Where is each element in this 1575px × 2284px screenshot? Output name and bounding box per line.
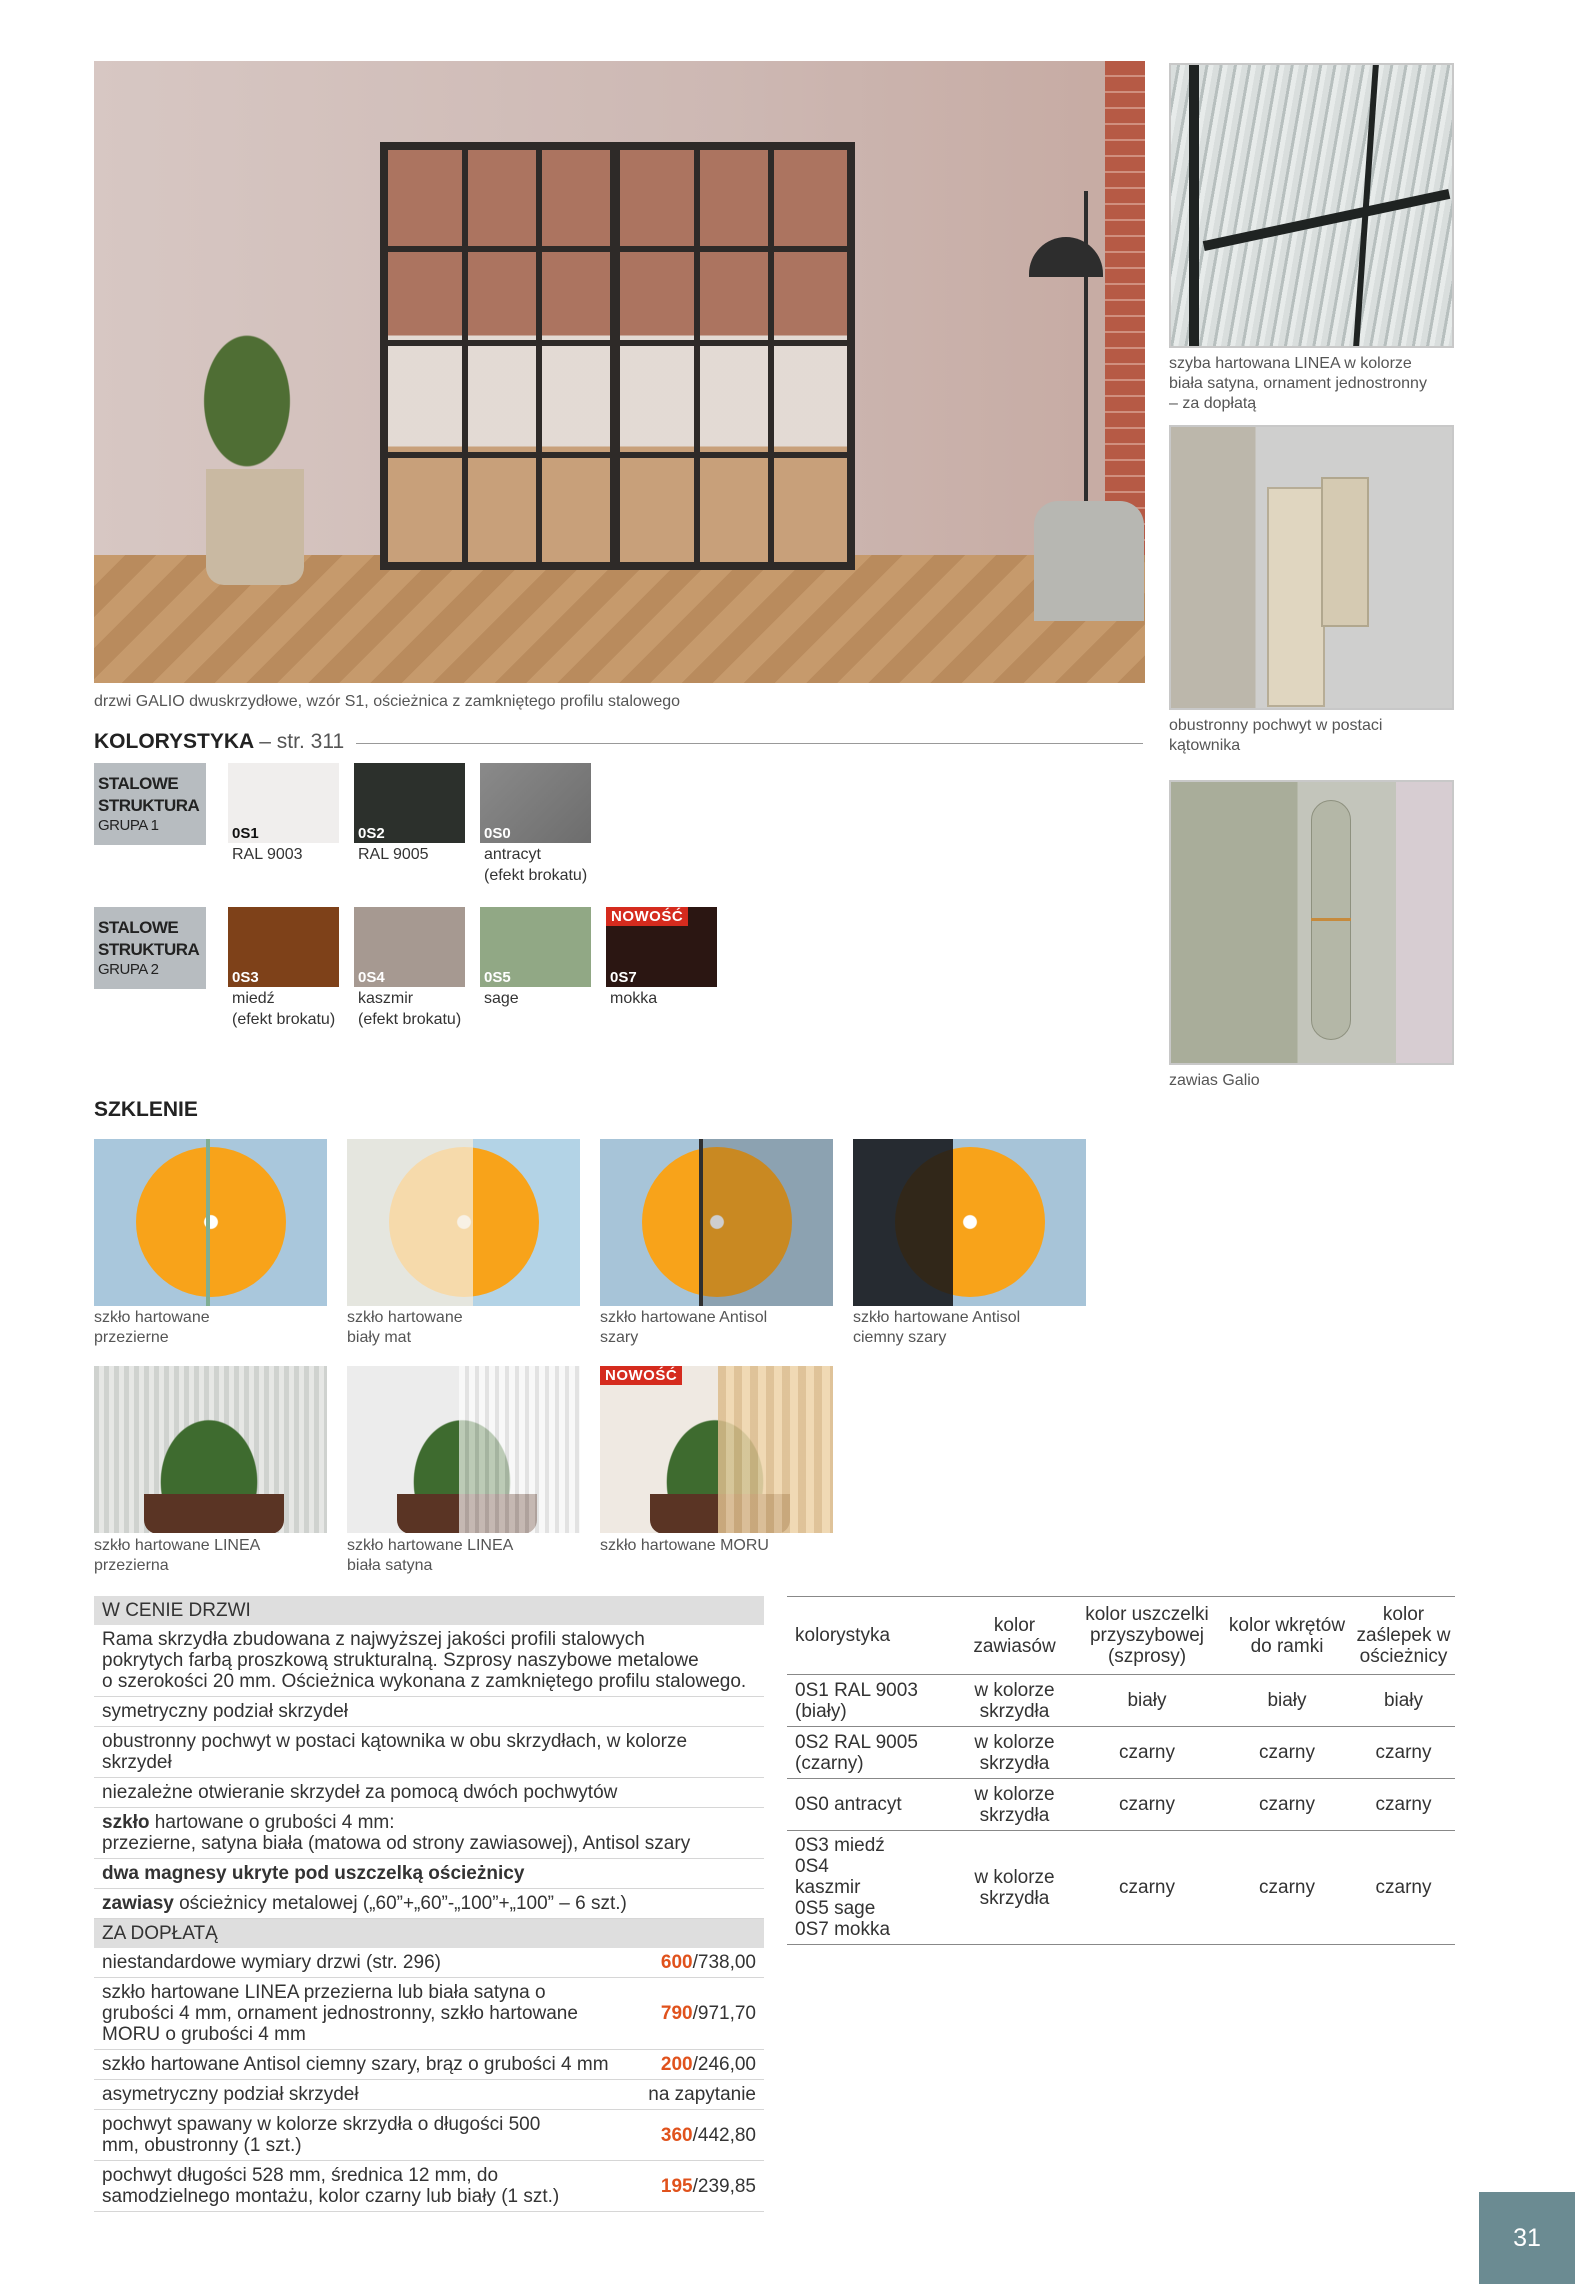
szklenie-heading: SZKLENIE — [94, 1098, 198, 1121]
table-row: 0S3 miedź 0S4 kaszmir 0S5 sage 0S7 mokka w kolorze skrzydła czarny czarny czarny — [787, 1831, 1455, 1945]
extra-row: szkło hartowane Antisol ciemny szary, brąz o grubości 4 mm 200/246,00 — [94, 2050, 764, 2080]
plant-decor — [172, 287, 322, 477]
handle-caption: obustronny pochwyt w postaci kątownika — [1169, 717, 1383, 754]
lamp-icon — [1029, 237, 1103, 277]
extra-row: pochwyt spawany w kolorze skrzydła o długości 500 mm, obustronny (1 szt.) 360/442,80 — [94, 2110, 764, 2161]
col-header: kolor zaślepek w ościeżnicy — [1352, 1597, 1455, 1675]
hero-caption: drzwi GALIO dwuskrzydłowe, wzór S1, ościeżnica z zamkniętego profilu stalowego — [94, 693, 681, 710]
glass-linea-caption: szyba hartowana LINEA w kolorze biała satyna, ornament jednostronny – za dopłatą — [1169, 355, 1427, 412]
extras-header: ZA DOPŁATĄ — [94, 1919, 764, 1948]
glass-linea-photo — [1169, 63, 1454, 348]
glass-linea-clear-photo — [94, 1366, 327, 1533]
col-header: kolor zawiasów — [957, 1597, 1072, 1675]
glass-antisol-grey-photo — [600, 1139, 833, 1306]
glass-antisol-grey-caption: szkło hartowane Antisol szary — [600, 1309, 768, 1346]
armchair — [1034, 501, 1144, 621]
swatch-0s4-label: kaszmir (efekt brokatu) — [358, 990, 462, 1028]
swatch-0s5-label: sage — [484, 990, 519, 1007]
swatch-0s0-label: antracyt (efekt brokatu) — [484, 846, 588, 884]
glass-white-mat-photo — [347, 1139, 580, 1306]
hinge-caption: zawias Galio — [1169, 1072, 1260, 1089]
feature-item: symetryczny podział skrzydeł — [94, 1697, 764, 1727]
group-2-label: STALOWE STRUKTURA GRUPA 2 — [94, 907, 206, 989]
swatch-0s2-label: RAL 9005 — [358, 846, 429, 863]
glass-white-mat-caption: szkło hartowane biały mat — [347, 1309, 463, 1346]
feature-glass: szkło hartowane o grubości 4 mm: przezierne, satyna biała (matowa od strony zawiasowej), Antisol szary — [94, 1808, 764, 1859]
brick-wall — [1105, 61, 1145, 555]
glass-clear-caption: szkło hartowane przezierne — [94, 1309, 210, 1346]
hero-photo — [94, 61, 1145, 683]
glass-linea-satin-caption: szkło hartowane LINEA biała satyna — [347, 1537, 514, 1574]
extra-row: niestandardowe wymiary drzwi (str. 296) 600/738,00 — [94, 1948, 764, 1978]
swatch-0s3-label: miedź (efekt brokatu) — [232, 990, 336, 1028]
swatch-0s1-label: RAL 9003 — [232, 846, 303, 863]
hinge-photo — [1169, 780, 1454, 1065]
col-header: kolor wkrętów do ramki — [1222, 1597, 1352, 1675]
glass-linea-clear-caption: szkło hartowane LINEA przezierna — [94, 1537, 261, 1574]
feature-hinges: zawiasy ościeżnicy metalowej („60”+„60”-„100”+„100” – 6 szt.) — [94, 1889, 764, 1919]
table-row: 0S1 RAL 9003 (biały) w kolorze skrzydła biały biały biały — [787, 1675, 1455, 1727]
glass-moru-caption: szkło hartowane MORU — [600, 1537, 769, 1554]
swatch-0s1: 0S1 — [228, 763, 339, 843]
angle-handle-photo — [1169, 425, 1454, 710]
col-header: kolor uszczelki przyszybowej (szprosy) — [1072, 1597, 1222, 1675]
glass-antisol-dark-grey-photo — [853, 1139, 1086, 1306]
col-header: kolorystyka — [787, 1597, 957, 1675]
features-description: Rama skrzydła zbudowana z najwyższej jakości profili stalowych pokrytych farbą proszkową strukturalną. Szprosy naszybowe metalowe o szerokości 20 mm. Ościeżnica wykonana z zamkniętego profilu stalowego. — [94, 1625, 764, 1697]
glass-linea-satin-photo — [347, 1366, 580, 1533]
glass-antisol-dark-caption: szkło hartowane Antisol ciemny szary — [853, 1309, 1021, 1346]
extra-row: pochwyt długości 528 mm, średnica 12 mm, do samodzielnego montażu, kolor czarny lub biały (1 szt.) 195/239,85 — [94, 2161, 764, 2212]
swatch-0s7: NOWOŚĆ 0S7 — [606, 907, 717, 987]
group-1-label: STALOWE STRUKTURA GRUPA 1 — [94, 763, 206, 845]
feature-item: niezależne otwieranie skrzydeł za pomocą dwóch pochwytów — [94, 1778, 764, 1808]
color-accessories-table — [787, 1596, 1455, 1945]
galio-double-door — [380, 142, 855, 570]
new-badge: NOWOŚĆ — [606, 907, 688, 926]
glass-clear-photo — [94, 1139, 327, 1306]
extra-row: szkło hartowane LINEA przezierna lub biała satyna o grubości 4 mm, ornament jednostronny, szkło hartowane MORU o grubości 4 mm 790/971,70 — [94, 1978, 764, 2050]
swatch-0s3: 0S3 — [228, 907, 339, 987]
swatch-0s2: 0S2 — [354, 763, 465, 843]
divider — [356, 743, 1143, 744]
feature-item: obustronny pochwyt w postaci kątownika w obu skrzydłach, w kolorze skrzydeł — [94, 1727, 764, 1778]
swatch-0s5: 0S5 — [480, 907, 591, 987]
feature-magnets: dwa magnesy ukryte pod uszczelką ościeżnicy — [94, 1859, 764, 1889]
kolorystyka-heading: KOLORYSTYKA – str. 311 — [94, 730, 345, 753]
plant-pot — [206, 469, 304, 585]
table-row: 0S2 RAL 9005 (czarny) w kolorze skrzydła czarny czarny czarny — [787, 1727, 1455, 1779]
new-badge: NOWOŚĆ — [600, 1366, 682, 1385]
swatch-0s0: 0S0 — [480, 763, 591, 843]
features-header: W CENIE DRZWI — [94, 1596, 764, 1625]
swatch-0s4: 0S4 — [354, 907, 465, 987]
page-number: 31 — [1479, 2192, 1575, 2284]
glass-moru-photo — [600, 1366, 833, 1533]
table-row: 0S0 antracyt w kolorze skrzydła czarny czarny czarny — [787, 1779, 1455, 1831]
extra-row: asymetryczny podział skrzydeł na zapytanie — [94, 2080, 764, 2110]
features-and-extras-table — [94, 1596, 764, 2212]
swatch-0s7-label: mokka — [610, 990, 658, 1007]
